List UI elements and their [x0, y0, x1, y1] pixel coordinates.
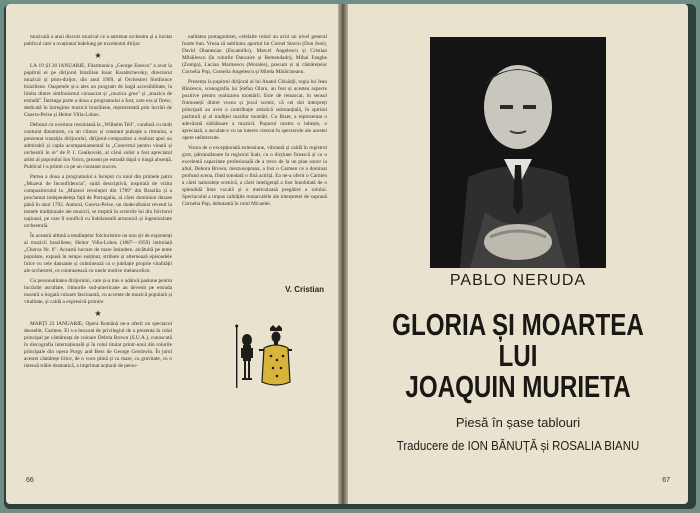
page-number: 66 — [26, 477, 34, 484]
left-page — [6, 4, 338, 504]
article-paragraph: muzicală a unui discurs muzical ce a antrenat orchestra și a incitat publicul care a ovaționat îndelung pe excelentul dirijor. — [24, 34, 172, 47]
section-star: ★ — [94, 309, 102, 318]
page-number: 67 — [662, 477, 670, 484]
right-page — [348, 4, 688, 504]
decorative-figures-illustration — [230, 322, 292, 392]
author-portrait — [430, 37, 606, 268]
play-title-line: GLORIA ȘI MOARTEA — [392, 307, 644, 342]
article-paragraph: Prezența la pupitrul dirijoral al lui Anatol Chisădji, regia lui Jean Rînzescu, scenografia lui Ștefan Olaru, au fost și acestea aspecte pozitive pentru realizarea montării. Este de remarcat, în sensul frumuseții dintre vocea și jocul scenic, că cei doi interpreți principali au avut o contribuție artistică substanțială, în spiritul partiturii și al tradiției marilor montări. Cu Bizet, a reprezentat o adevărată sărbătoare a muzicii. Poporul nostru o iubește, o apreciază, a ascultat-o cu un interes crescut în spectacole ale acestei opere neîntrecute. — [182, 79, 327, 141]
play-title-line: JOAQUIN MURIETA — [405, 369, 631, 404]
article-paragraph: Vocea de o excepțională extensiune, vibrantă și caldă în registrul grav, pătrunzătoare în registrul înalt, cu o dicțiune firească și cu o excelentă capacitate profesională de a trece de la un plan sonor la altul, Debora Brown, mezzosoprana, a fost o Carmen ce a dominat profund scena, fiind totodată o fină actriță. Ea ne-a oferit o Carmen a cărei naturalețe scenică, a cărei inteligență a fost înnobilată de o splendidă linie vocală și o meticuloasă pregătire a rolului. Spectacolul a impus calitățile remarcabile ale interpretei de soprană Cornelia Pop, debutantă în rolul Micaelei. — [182, 145, 327, 207]
article-paragraph: Partea a doua a programului a început cu unul din primele patru „Muzeul de Inconfidencia", suită descriptivă, inspirată de vizita compozitorului la „Muzeul revoluției din 1789" din Brazilia și a proclamat independența față de Portugalia, al cărei dominion durase până în anul 1792. Autorul, Guerra-Peixe, un dodecafonist revenit la temele tradiționale ale muzicii, se inspiră în scrierile lui din folclorul național, pe care îl sonifică cu îndrăzneală armonică și ingeniozitate orchestrală. — [24, 174, 172, 229]
play-subtitle: Piesă în șase tablouri — [455, 415, 581, 430]
left-column — [24, 34, 172, 373]
play-author: PABLO NERUDA — [449, 272, 587, 289]
article-paragraph: În această ultimă a tendințelor folcloristice un nou șir de exponenți ai muzicii braziliene, Heitor Villa-Lobos (1887—1959) intitulată „Choros Nr. 6". Această lucrare de mare întindere, alcătuită pe teme populare, expusă în tempo susținut, stribute și alternează episoadele lirice cu cele dansante și culminează cu o jubilație proprie vitalității ale orchestrei, ce contrastează cu unele motive melancolice. — [24, 233, 172, 274]
author-signature: V. Cristian — [285, 285, 324, 294]
right-column — [182, 34, 327, 211]
article-paragraph: Debutul cu uvertura rossiniană la „Wilhelm Tell", condusă cu mult conturat dinamism, cu un climax și constant pulsație a ritmului, a prezentat tranziția dirijorului, dirijorul-compozitor a realizat apoi un admirabil și cupla acompaniamentul la „Concertul pentru vioară și orchestră în re" de P. I. Ceaikovski, al cărui solist a fost apreciatul artist al poporului Ion Voicu, prezent pe estradă după o lungă absență. Publicul l-a primit ca pe un constant succes. — [24, 122, 172, 170]
section-star: ★ — [94, 51, 102, 60]
book-spine — [338, 4, 348, 504]
play-title-line: LUI — [498, 338, 538, 373]
article-paragraph: LA 19 ȘI 20 IANUARIE, Filarmonica „George Enescu" a avut la pupitrul ei pe dirijorul brazilian Isaac Karabtchevsky, directorul muzical și prim-dirijor, din anul 1969, al Orchestrei Simfonice braziliene. Oaspetele și-a ales un program de largă accesibilitate, la limita dintre simfonismul consacrat și „muzica grea" și „muzica de estradă". Întreaga parte a doua a programului a fost, care era și firesc, dedicată în întregime muzicii braziliene, reprezentată prin lucrări de Guerra-Peixe și Heitor Villa-Lobos. — [24, 63, 172, 118]
translators-credit: Traducere de ION BĂNUȚĂ și ROSALIA BIANU — [396, 438, 640, 453]
article-paragraph: MARȚI 23 IANUARIE, Opera Română ne-a oferit un spectacol deosebit, Carmen. El s-a bucurat de privilegiul de a prezenta în rolul principal pe cântăreața de culoare Debria Brown (S.U.A.), cunoscută în discografia internațională și în rolul titular printr-unul din rolurile principale din opera Porgy and Bess de George Gershwin. În jurul acestei cântărețe lirice, de o voce plină și ca mare, cu gravitate, cu o intensă trăire dramatică, a imprimat acțiunii de perso- — [24, 321, 172, 369]
article-paragraph: nalitatea protagonistei, celelalte roluri au avut un nivel general foarte bun. Vreau să subliniez aportul lui Cornel Stavru (Don José), David Ohanesian (Escamillo), Marcel Angelescu și Cristian Mihăilescu (în rolurile Dancaire și Remendado), Mihai Fanghe (Zuniga), Lucian Marinescu (Morales), precum și al cântărețelor Cornelia Pop, Cornelia Angelescu și Mirela Mărăcineanu. — [182, 34, 327, 75]
article-paragraph: Cu personalitatea dirijorului, care și-a tras o adâncă pasiune pentru lucrările ascultate, ritmurile sud-americane au devenit pe estrada noastră o bogată culoare fascinantă, cu accente de muzică populară și vitalitate, și caldă a expresivă primire. — [24, 278, 172, 305]
